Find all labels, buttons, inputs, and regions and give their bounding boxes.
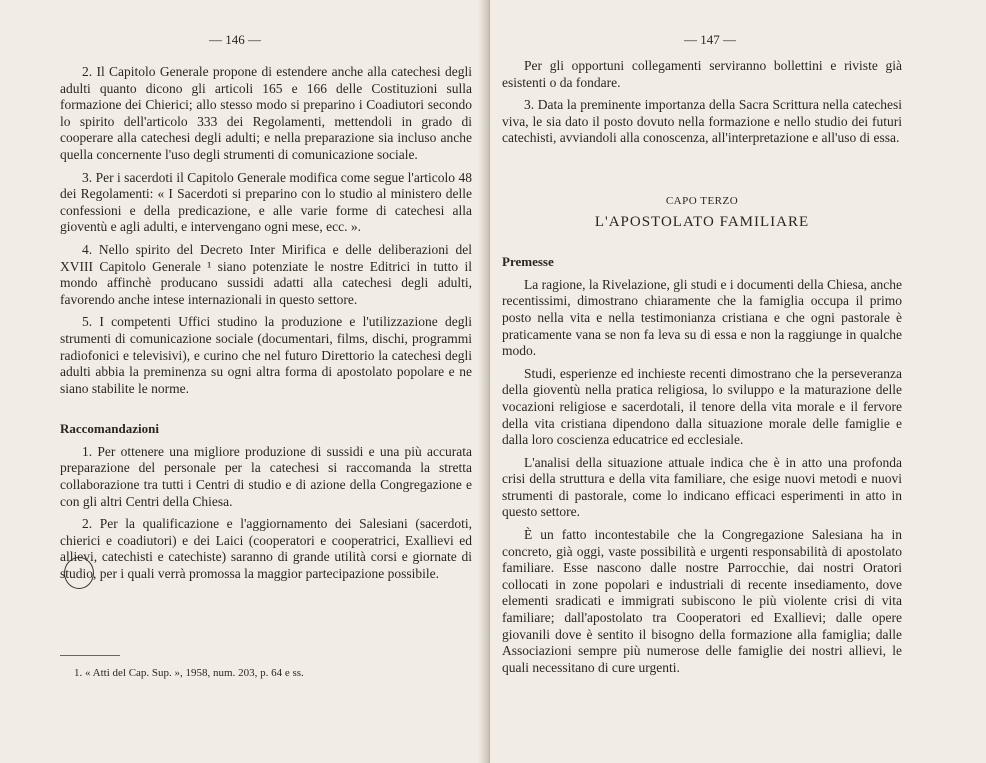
page-number-right: — 147 — <box>684 32 736 47</box>
paragraph: 4. Nello spirito del Decreto Inter Mirifica e delle deliberazioni del XVIII Capitolo Generale ¹ siano potenziate le nostre Editrici in tutto il mondo affinchè producano sussidi adatti alla catechesi degli adulti, favorendo anche intese internazionali in questo settore. <box>60 241 472 307</box>
section-heading-raccomandazioni: Raccomandazioni <box>60 421 159 437</box>
handwritten-circle-mark <box>64 557 94 589</box>
section-heading-premesse: Premesse <box>502 254 554 270</box>
chapter-title: L'APOSTOLATO FAMILIARE <box>594 213 810 230</box>
left-page-body <box>60 64 472 589</box>
paragraph: 1. Per ottenere una migliore produzione di sussidi e una più accurata preparazione del personale per la catechesi si raccomanda la stretta collaborazione tra tutti i Centri di studio e di azione della Congregazione e con gli altri Centri della Chiesa. <box>60 443 472 509</box>
paragraph: 2. Il Capitolo Generale propone di estendere anche alla catechesi degli adulti quanto dicono gli articoli 165 e 166 delle Costituzioni sulla formazione dei Chierici; allo stesso modo si preparino i Coadiutori secondo lo spirito dell'articolo 333 dei Regolamenti, mettendoli in grado di cooperare alla catechesi degli adulti; e nella preparazione sia incluso anche quella concernente l'uso degli strumenti di comunicazione sociale. <box>60 64 472 162</box>
paragraph: 5. I competenti Uffici studino la produzione e l'utilizzazione degli strumenti di comunicazione sociale (documentari, films, dischi, programmi radiofonici e televisivi), e curino che nel futuro Direttorio la catechesi degli adulti abbia la preminenza su ogni altra forma di apostolato popolare e ne siano stabilite le norme. <box>60 314 472 396</box>
chapter-label: CAPO TERZO <box>665 194 739 207</box>
left-page <box>0 0 490 763</box>
footnote-divider <box>60 655 120 656</box>
paragraph: L'analisi della situazione attuale indica che è in atto una profonda crisi della struttura e della vita familiare, che esige nuovi metodi e nuovi strumenti di pastorale, come lo indicano efficaci esperimenti in atto in questo settore. <box>502 454 902 520</box>
paragraph: La ragione, la Rivelazione, gli studi e i documenti della Chiesa, anche recentissimi, dimostrano chiaramente che la famiglia occupa il primo posto nella vita e nella testimonianza cristiana e che ogni pastorale è praticamente vana se non fa leva su di essa e non la raggiunge in qualche modo. <box>502 276 902 359</box>
paragraph: 3. Per i sacerdoti il Capitolo Generale modifica come segue l'articolo 48 dei Regolamenti: « I Sacerdoti si preparino con lo studio al ministero delle confessioni e della predicazione, e alle varie forme di catechesi alla gioventù e agli adulti, e intervengano ogni mese, ecc. ». <box>60 169 472 235</box>
paragraph: È un fatto incontestabile che la Congregazione Salesiana ha in concreto, già oggi, vaste possibilità e urgenti responsabilità di apostolato familiare. Esse nascono dalle nostre Parrocchie, dai nostri Oratori collocati in zone popolari e industriali di recente insediamento, dove elementi sradicati e immigrati subiscono le più violente crisi di vita familiare; dall'apostolato tra Cooperatori ed Exallievi; dalle opere giovanili dove è sentito il bisogno della formazione alla famiglia; dalle Associazioni sempre più numerose delle famiglie dei nostri allievi, le quali necessitano di cure urgenti. <box>502 527 902 675</box>
footnote: 1. « Atti del Cap. Sup. », 1958, num. 203, p. 64 e ss. <box>74 667 304 679</box>
right-page <box>490 0 986 763</box>
paragraph: 2. Per la qualificazione e l'aggiornamento dei Salesiani (sacerdoti, chierici e coadiutori) e dei Laici (cooperatori e cooperatrici, Exallievi ed allievi, catechisti e catechiste) saranno di grande utilità corsi e giornate di studio, per i quali verrà promossa la maggior partecipazione possibile. <box>60 516 472 582</box>
page-number-left: — 146 — <box>209 32 261 47</box>
paragraph: Studi, esperienze ed inchieste recenti dimostrano che la perseveranza della gioventù nella pratica religiosa, lo sviluppo e la maturazione delle vocazioni religiose e sacerdotali, il tenore della vita morale e il fervore della vita cristiana dipendono dalla situazione morale delle famiglie e dalla loro coscienza educatrice ed ecclesiale. <box>502 365 902 448</box>
paragraph: Per gli opportuni collegamenti serviranno bollettini e riviste già esistenti o da fondare. <box>502 58 902 90</box>
paragraph: 3. Data la preminente importanza della Sacra Scrittura nella catechesi viva, le sia dato il posto dovuto nella formazione e nello studio dei futuri catechisti, avviandoli alla conoscenza, all'interpretazione e all'uso di essa. <box>502 97 902 146</box>
right-page-body <box>502 58 902 682</box>
